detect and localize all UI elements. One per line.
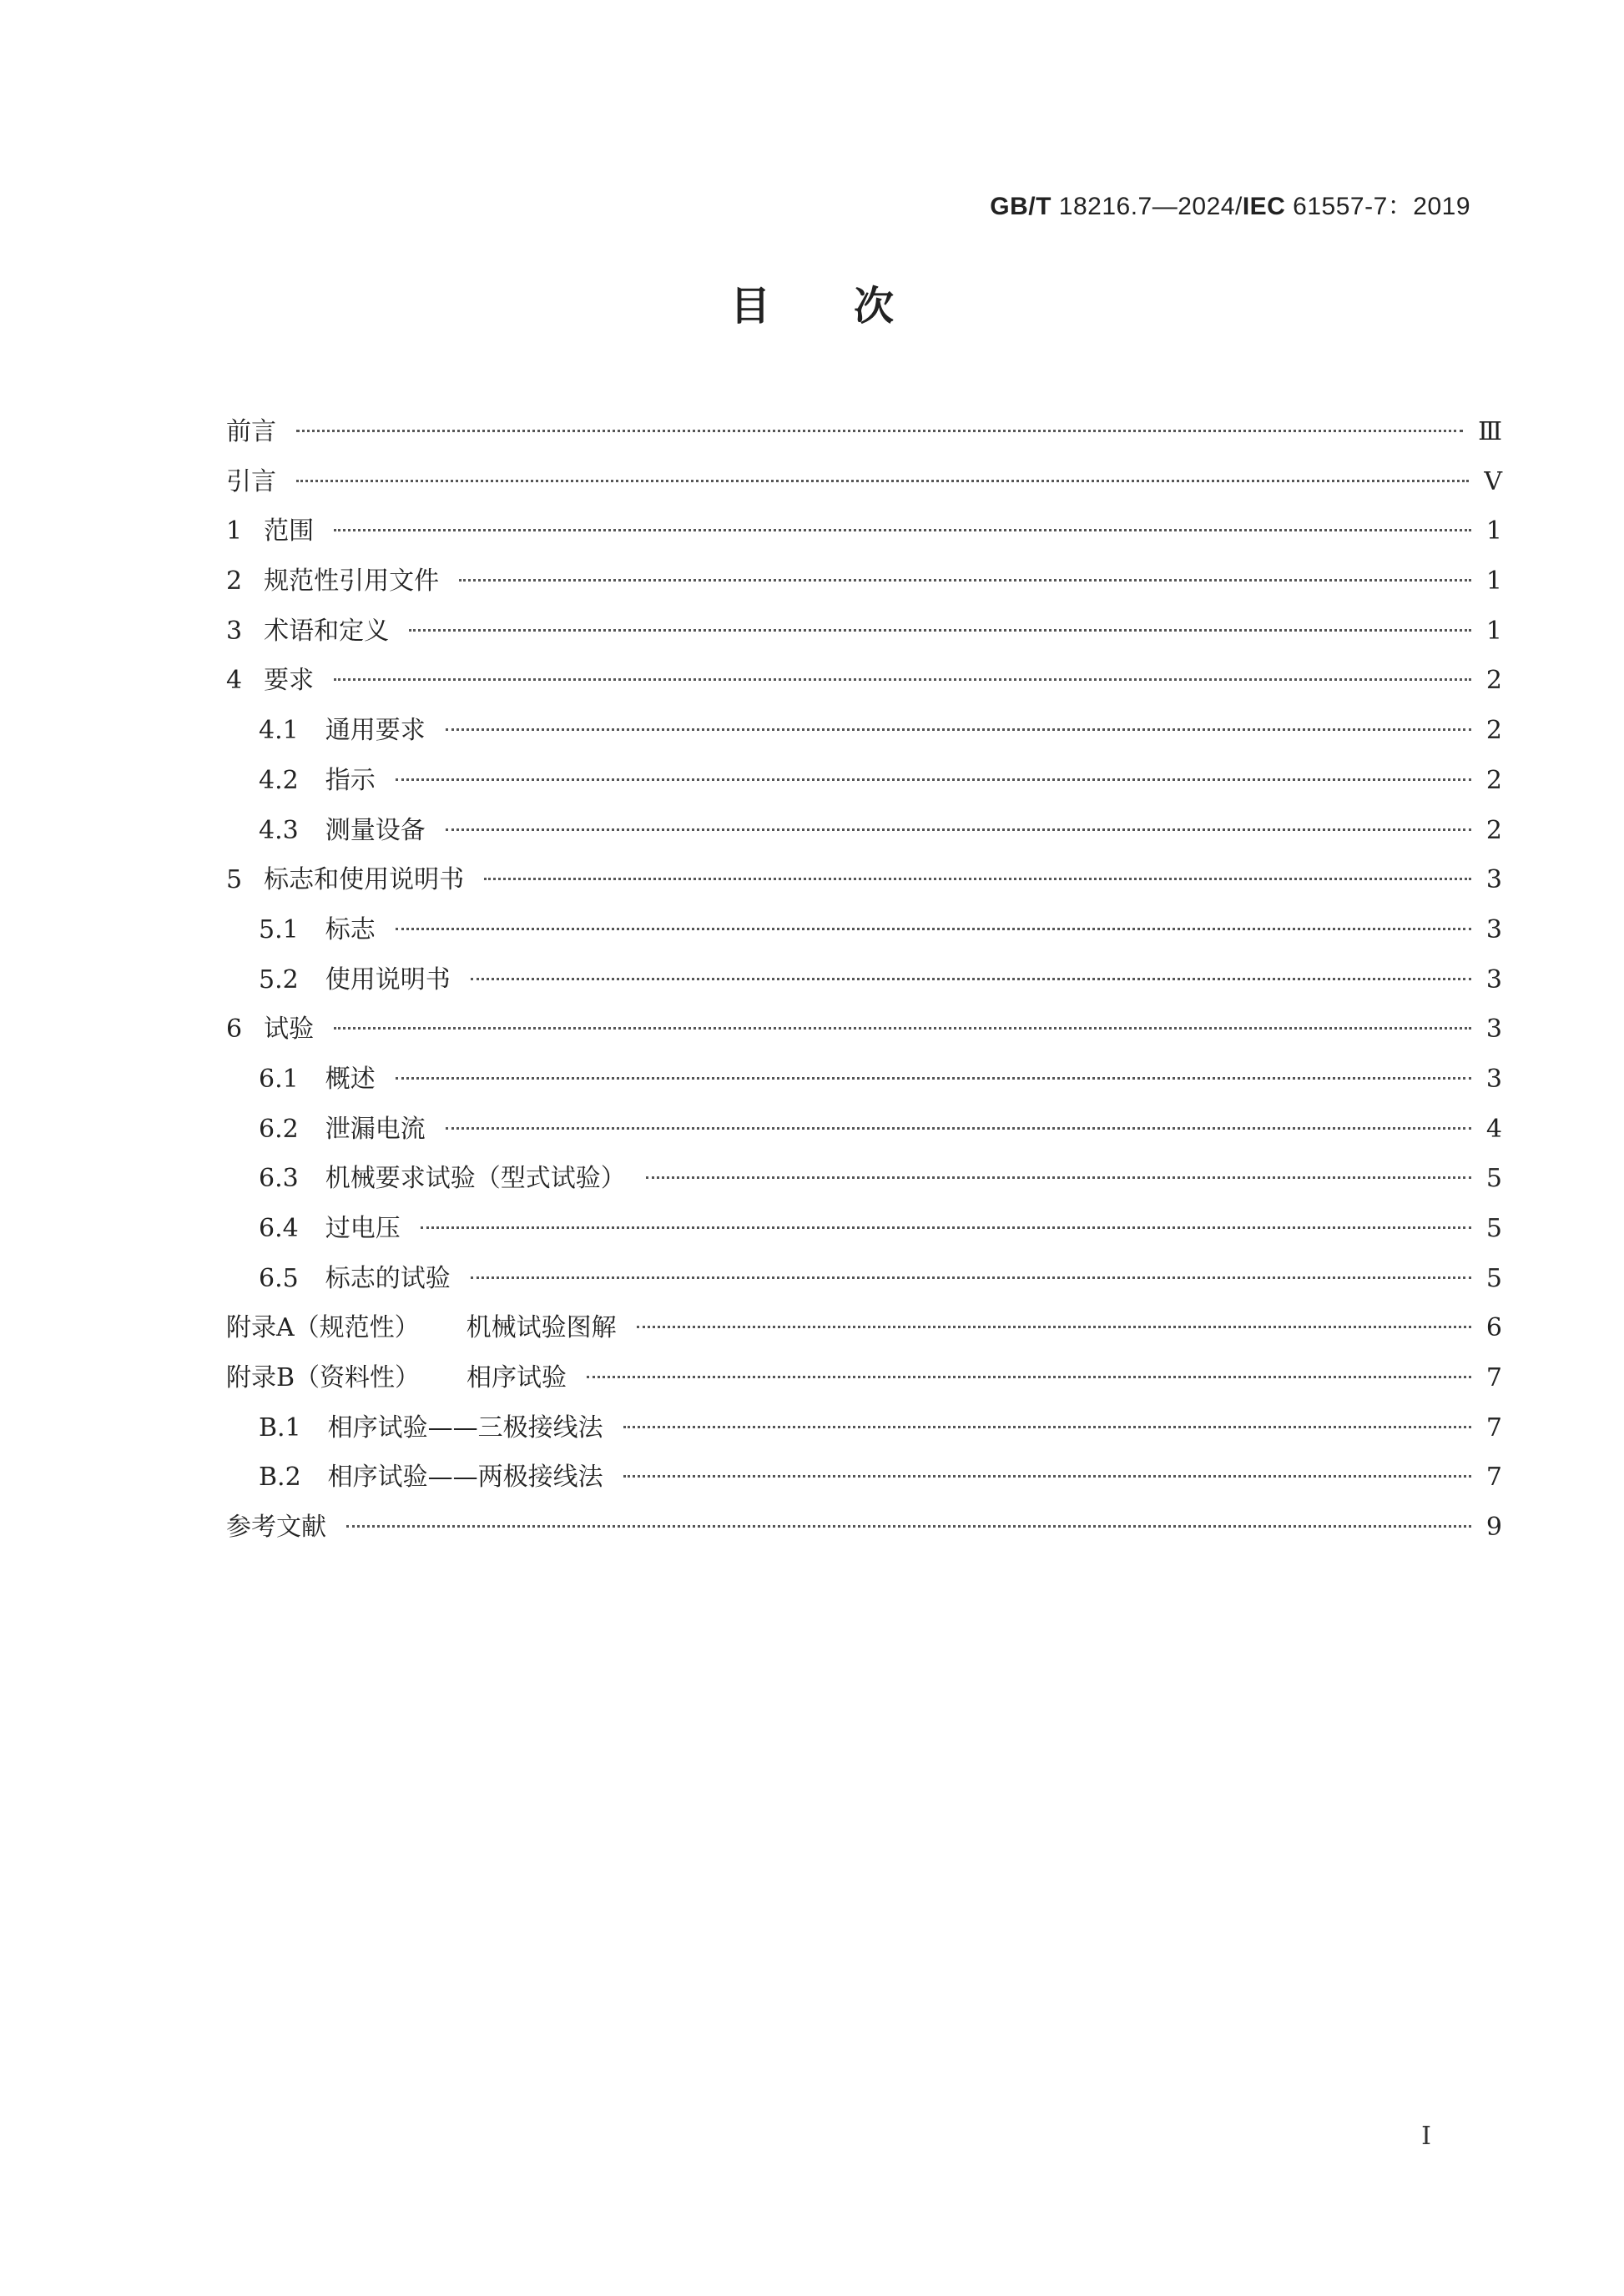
standard-suffix: 61557-7：2019 bbox=[1285, 193, 1470, 220]
toc-entry[interactable] bbox=[226, 1254, 1502, 1304]
toc-entry-number: 4.1 bbox=[259, 716, 299, 746]
toc-entry-title: 规范性引用文件 bbox=[264, 566, 440, 597]
toc-entry-page: 6 bbox=[1485, 1313, 1502, 1343]
toc-entry-number: 4 bbox=[226, 666, 243, 696]
toc-entry[interactable] bbox=[226, 556, 1502, 607]
toc-dot-leader bbox=[296, 480, 1469, 482]
toc-dot-leader bbox=[587, 1376, 1471, 1378]
page-number: I bbox=[1421, 2122, 1431, 2151]
toc-entry-title: 标志和使用说明书 bbox=[264, 865, 465, 895]
toc-entry[interactable] bbox=[226, 905, 1502, 955]
toc-dot-leader bbox=[334, 678, 1471, 681]
toc-dot-leader bbox=[446, 828, 1471, 831]
toc-dot-leader bbox=[396, 928, 1471, 930]
toc-entry[interactable] bbox=[226, 855, 1502, 905]
toc-entry-title: 引言 bbox=[226, 466, 276, 496]
toc-entry[interactable] bbox=[226, 407, 1502, 457]
toc-entry-page: Ⅲ bbox=[1478, 417, 1502, 446]
toc-entry-title: 相序试验——两极接线法 bbox=[327, 1463, 603, 1493]
toc-entry-title: 附录B（资料性） bbox=[226, 1363, 421, 1393]
toc-entry[interactable] bbox=[226, 506, 1502, 556]
toc-entry-title: 附录A（规范性） bbox=[226, 1313, 420, 1343]
toc-entry-page: 3 bbox=[1485, 1064, 1502, 1094]
toc-dot-leader bbox=[623, 1475, 1471, 1478]
toc-dot-leader bbox=[334, 529, 1471, 531]
toc-entry-page: 3 bbox=[1485, 865, 1502, 895]
toc-entry-page: 9 bbox=[1485, 1513, 1502, 1543]
toc-entry-number: 6.2 bbox=[259, 1114, 299, 1144]
toc-dot-leader bbox=[421, 1226, 1471, 1229]
toc-dot-leader bbox=[396, 778, 1471, 781]
toc-entry-page: 7 bbox=[1485, 1412, 1502, 1443]
toc-entry-number: 4.3 bbox=[259, 815, 299, 845]
standard-prefix: GB/T bbox=[990, 193, 1052, 220]
toc-entry-page: 7 bbox=[1485, 1463, 1502, 1493]
toc-entry-page: 4 bbox=[1485, 1114, 1502, 1144]
toc-entry-title: 泄漏电流 bbox=[325, 1114, 426, 1144]
toc-entry[interactable] bbox=[226, 656, 1502, 706]
toc-entry-title: 概述 bbox=[325, 1064, 376, 1094]
toc-entry-page: 2 bbox=[1485, 815, 1502, 845]
toc-entry-number: 2 bbox=[226, 566, 243, 597]
toc-entry-page: Ⅴ bbox=[1484, 466, 1502, 496]
standard-iec: IEC bbox=[1242, 193, 1286, 220]
toc-entry-page: 3 bbox=[1485, 1015, 1502, 1045]
toc-entry-title: 相序试验——三极接线法 bbox=[327, 1412, 603, 1443]
toc-entry-number: 6 bbox=[226, 1015, 243, 1045]
toc-dot-leader bbox=[623, 1426, 1471, 1428]
toc-entry[interactable] bbox=[226, 1004, 1502, 1055]
toc-entry-title: 试验 bbox=[264, 1015, 315, 1045]
toc-entry-number: 5 bbox=[226, 865, 243, 895]
toc-entry[interactable] bbox=[226, 806, 1502, 856]
toc-dot-leader bbox=[446, 728, 1471, 731]
toc-dot-leader bbox=[471, 1276, 1471, 1279]
toc-entry[interactable] bbox=[226, 1204, 1502, 1254]
toc-entry-page: 1 bbox=[1485, 616, 1502, 646]
toc-entry-title: 要求 bbox=[264, 666, 315, 696]
toc-entry-title: 前言 bbox=[226, 417, 276, 446]
toc-entry-title: 标志的试验 bbox=[325, 1263, 451, 1293]
toc-dot-leader bbox=[446, 1127, 1471, 1130]
toc-entry[interactable] bbox=[226, 1105, 1502, 1155]
toc-entry[interactable] bbox=[226, 756, 1502, 806]
toc-dot-leader bbox=[346, 1525, 1471, 1528]
toc-entry[interactable] bbox=[226, 1303, 1502, 1353]
toc-dot-leader bbox=[409, 629, 1471, 632]
toc-entry-page: 5 bbox=[1485, 1214, 1502, 1243]
toc-entry-title: 术语和定义 bbox=[264, 616, 390, 646]
toc-entry-page: 2 bbox=[1485, 716, 1502, 746]
toc-entry-page: 5 bbox=[1485, 1164, 1502, 1194]
standard-code-header bbox=[990, 185, 1470, 222]
toc-dot-leader bbox=[296, 430, 1463, 432]
toc-entry-subtitle: 机械试验图解 bbox=[466, 1313, 617, 1343]
page-title: 目次 bbox=[729, 283, 977, 330]
toc-entry-title: 通用要求 bbox=[325, 716, 426, 746]
toc-dot-leader bbox=[637, 1326, 1471, 1328]
toc-entry-title: 机械要求试验（型式试验） bbox=[325, 1164, 626, 1194]
toc-entry[interactable] bbox=[226, 607, 1502, 657]
toc-entry[interactable] bbox=[226, 955, 1502, 1005]
toc-entry-page: 3 bbox=[1485, 964, 1502, 994]
toc-entry[interactable] bbox=[226, 1453, 1502, 1503]
toc-entry-title: 测量设备 bbox=[325, 815, 426, 845]
toc-entry-number: 1 bbox=[226, 516, 243, 546]
toc-entry[interactable] bbox=[226, 1154, 1502, 1204]
standard-main: 18216.7—2024/ bbox=[1051, 193, 1243, 220]
toc-entry-title: 参考文献 bbox=[226, 1513, 326, 1543]
toc-entry[interactable] bbox=[226, 706, 1502, 756]
toc-entry-number: B.2 bbox=[259, 1463, 301, 1493]
toc-entry-page: 5 bbox=[1485, 1263, 1502, 1293]
toc-entry[interactable] bbox=[226, 1353, 1502, 1403]
toc-entry-number: 5.1 bbox=[259, 914, 299, 944]
toc-dot-leader bbox=[396, 1077, 1471, 1080]
toc-entry-page: 1 bbox=[1485, 516, 1502, 546]
toc-entry[interactable] bbox=[226, 1403, 1502, 1453]
toc-entry-title: 过电压 bbox=[325, 1214, 401, 1243]
toc-dot-leader bbox=[471, 978, 1471, 980]
toc-entry[interactable] bbox=[226, 1503, 1502, 1553]
toc-entry-number: 4.2 bbox=[259, 765, 299, 795]
toc-entry-page: 2 bbox=[1485, 666, 1502, 696]
toc-entry[interactable] bbox=[226, 1055, 1502, 1105]
toc-entry[interactable] bbox=[226, 457, 1502, 507]
toc-entry-number: 6.3 bbox=[259, 1164, 299, 1194]
toc-entry-page: 3 bbox=[1485, 914, 1502, 944]
toc-dot-leader bbox=[334, 1027, 1471, 1030]
toc-entry-number: 5.2 bbox=[259, 964, 299, 994]
toc-dot-leader bbox=[484, 878, 1471, 880]
toc-entry-title: 指示 bbox=[325, 765, 376, 795]
toc-entry-page: 1 bbox=[1485, 566, 1502, 597]
toc-entry-subtitle: 相序试验 bbox=[467, 1363, 567, 1393]
toc-entry-number: 6.4 bbox=[259, 1214, 299, 1243]
toc-entry-page: 7 bbox=[1485, 1363, 1502, 1393]
toc-entry-number: 6.5 bbox=[259, 1263, 299, 1293]
toc-entry-page: 2 bbox=[1485, 765, 1502, 795]
toc-entry-title: 范围 bbox=[264, 516, 315, 546]
toc-entry-number: B.1 bbox=[259, 1412, 301, 1443]
toc-dot-leader bbox=[646, 1176, 1471, 1179]
toc-entry-title: 标志 bbox=[325, 914, 376, 944]
toc-entry-title: 使用说明书 bbox=[325, 964, 451, 994]
toc-entry-number: 3 bbox=[226, 616, 243, 646]
toc-dot-leader bbox=[459, 579, 1471, 582]
table-of-contents bbox=[226, 407, 1502, 1553]
toc-entry-number: 6.1 bbox=[259, 1064, 299, 1094]
